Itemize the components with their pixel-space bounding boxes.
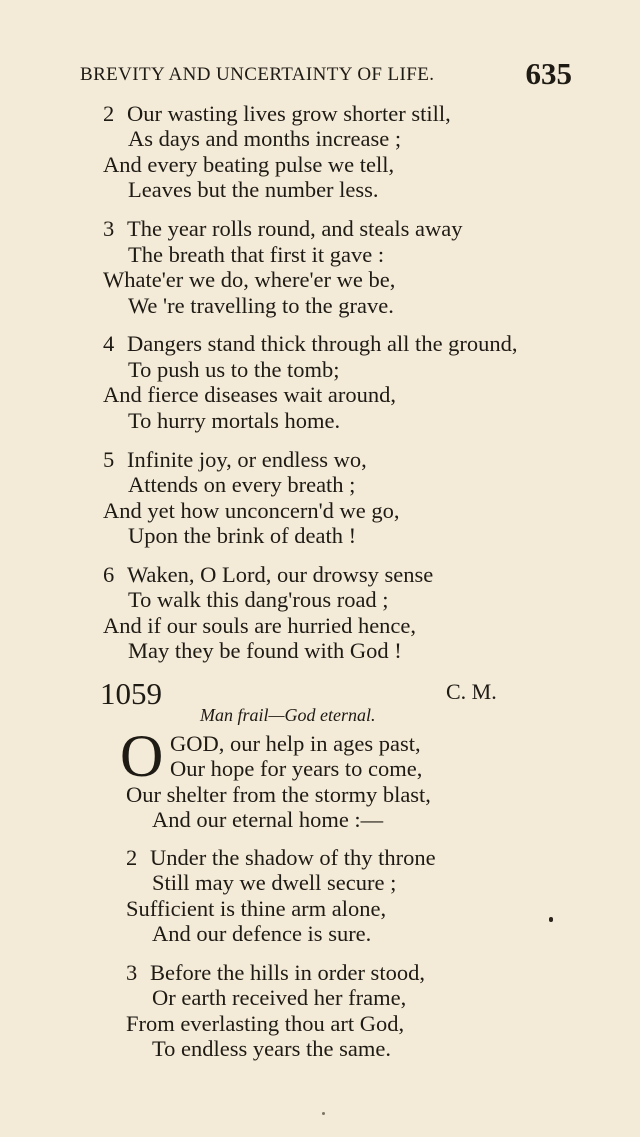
stanza-line: 5 Infinite joy, or endless wo, <box>103 447 367 472</box>
stanza-line: Leaves but the number less. <box>128 177 379 202</box>
stanza-line: 3 Before the hills in order stood, <box>126 960 425 985</box>
stanza-line: As days and months increase ; <box>128 126 402 151</box>
stanza-line: To walk this dang'rous road ; <box>128 587 389 612</box>
running-header <box>80 58 580 94</box>
stanza-line: To push us to the tomb; <box>128 357 340 382</box>
stanza-number: 6 <box>103 562 115 587</box>
stanza-line: GOD, our help in ages past, <box>170 731 421 756</box>
stanza-line: To endless years the same. <box>152 1036 391 1061</box>
stanza-line: And our defence is sure. <box>152 921 372 946</box>
stanza-line: From everlasting thou art God, <box>126 1011 405 1036</box>
stanza-number: 5 <box>103 447 115 472</box>
stanza-line: 6 Waken, O Lord, our drowsy sense <box>103 562 434 587</box>
ink-speck <box>322 1112 325 1115</box>
stanza-number: 3 <box>103 216 115 241</box>
stanza-line: The breath that first it gave : <box>128 242 385 267</box>
stanza-line: May they be found with God ! <box>128 638 402 663</box>
stanza-line: Whate'er we do, where'er we be, <box>103 267 396 292</box>
page-number: 635 <box>525 56 572 91</box>
stanza-line: Our shelter from the stormy blast, <box>126 782 431 807</box>
stanza-line: To hurry mortals home. <box>128 408 341 433</box>
stanza-line: And our eternal home :— <box>152 807 384 832</box>
stanza-line: And every beating pulse we tell, <box>103 152 395 177</box>
stanza-number: 2 <box>126 845 138 870</box>
stanza-line: Still may we dwell secure ; <box>152 870 397 895</box>
hymn-subtitle: Man frail—God eternal. <box>200 705 376 725</box>
stanza-line: 2 Under the shadow of thy throne <box>126 845 436 870</box>
ink-speck <box>549 917 553 922</box>
header-title: BREVITY AND UNCERTAINTY OF LIFE. <box>80 64 435 85</box>
hymn-meter: C. M. <box>446 679 497 704</box>
stanza-line: 2 Our wasting lives grow shorter still, <box>103 101 451 126</box>
stanza-line: Or earth received her frame, <box>152 985 407 1010</box>
stanza-line: Sufficient is thine arm alone, <box>126 896 387 921</box>
stanza-line: And fierce diseases wait around, <box>103 382 397 407</box>
stanza-line: And if our souls are hurried hence, <box>103 613 417 638</box>
stanza-number: 3 <box>126 960 138 985</box>
stanza-number: 4 <box>103 331 115 356</box>
drop-cap: O <box>120 723 164 789</box>
stanza-line: 3 The year rolls round, and steals away <box>103 216 463 241</box>
hymn-number: 1059 <box>100 676 162 711</box>
stanza-number: 2 <box>103 101 115 126</box>
stanza-line: Upon the brink of death ! <box>128 523 357 548</box>
stanza-line: 4 Dangers stand thick through all the ground, <box>103 331 518 356</box>
stanza-line: And yet how unconcern'd we go, <box>103 498 400 523</box>
stanza-line: We 're travelling to the grave. <box>128 293 394 318</box>
stanza-line: Attends on every breath ; <box>128 472 356 497</box>
stanza-line: Our hope for years to come, <box>170 756 423 781</box>
